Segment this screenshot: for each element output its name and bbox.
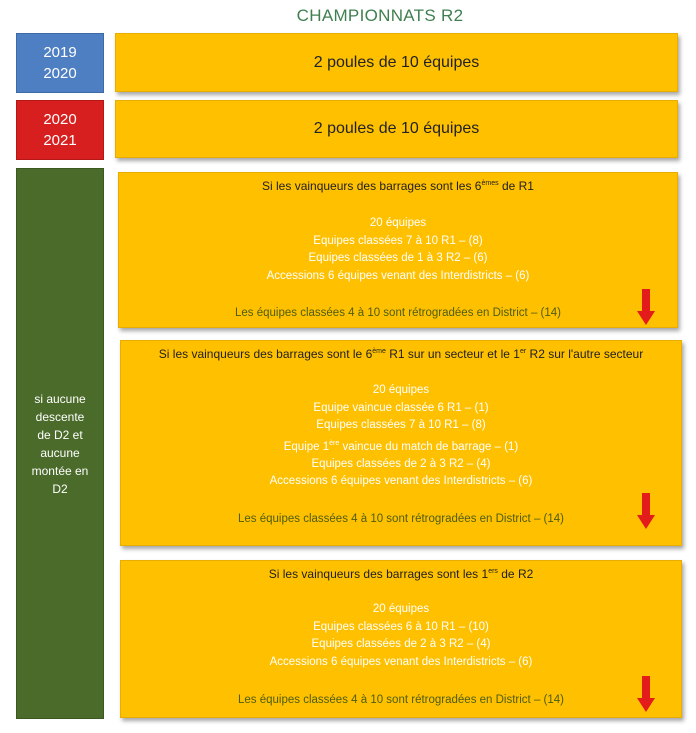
season-line2: 2020 [43,65,77,82]
relegation-text: Les équipes classées 4 à 10 sont rétrogradées en District – (14) [237,694,564,706]
scenario-line: Equipes classées de 2 à 3 R2 – (4) [311,638,491,650]
scenario-line: Accessions 6 équipes venant des Interdistricts – (6) [269,475,533,488]
scenario-line: Equipes classées 7 à 10 R1 – (8) [316,419,486,431]
side-label-line: si aucune [34,391,86,406]
scenario-heading: Si les vainqueurs des barrages sont les 1ers de R2 [268,567,534,581]
format-text: 2 poules de 10 équipes [313,53,480,71]
scenario-lines [121,601,681,671]
relegation-text: Les équipes classées 4 à 10 sont rétrogradées en District – (14) [234,307,561,319]
side-label-line: aucune [40,445,80,460]
scenario-heading: Si les vainqueurs des barrages sont le 6ème R1 sur un secteur et le 1er R2 sur l'autre secteur [158,347,644,361]
scenario-lines [119,215,677,285]
scenario-line: Equipe vaincue classée 6 R1 – (1) [313,401,489,414]
page-title: CHAMPIONNATS R2 [296,6,464,25]
side-label-line: D2 [52,481,68,496]
scenario-line: Equipes classées 6 à 10 R1 – (10) [313,620,489,633]
down-arrow-icon [637,676,655,712]
season-line1: 2020 [43,111,77,128]
scenario-line: 20 équipes [372,384,430,396]
scenario-box-2 [120,340,682,546]
scenario-line: Accessions 6 équipes venant des Interdistricts – (6) [266,269,530,282]
season-line1: 2019 [43,44,77,61]
relegation-text: Les équipes classées 4 à 10 sont rétrogradées en District – (14) [237,513,564,525]
season-line2: 2021 [43,132,77,149]
side-condition-label [16,168,104,719]
scenario-line: Equipes classées de 2 à 3 R2 – (4) [311,457,491,470]
scenario-lines [121,382,681,491]
format-box-2019-2020 [115,33,678,92]
scenario-box-1 [118,172,678,328]
format-text: 2 poules de 10 équipes [313,120,480,137]
scenario-box-3 [120,560,682,718]
down-arrow-icon [637,289,655,325]
scenario-line: Accessions 6 équipes venant des Interdistricts – (6) [269,655,533,668]
side-label-line: montée en [31,463,89,478]
side-label-line: de D2 et [37,427,83,442]
scenario-heading: Si les vainqueurs des barrages sont les 6èmes de R1 [262,179,534,193]
scenario-line: Equipe 1ère vaincue du match de barrage – (1) [283,439,519,453]
scenario-line: 20 équipes [369,217,427,229]
side-label-line: descente [35,409,85,424]
season-2019-2020 [16,33,104,93]
format-box-2020-2021 [115,100,678,158]
scenario-line: 20 équipes [372,603,430,615]
scenario-line: Equipes classées 7 à 10 R1 – (8) [313,234,483,247]
season-2020-2021 [16,100,104,160]
down-arrow-icon [637,493,655,529]
scenario-line: Equipes classées de 1 à 3 R2 – (6) [308,252,488,264]
